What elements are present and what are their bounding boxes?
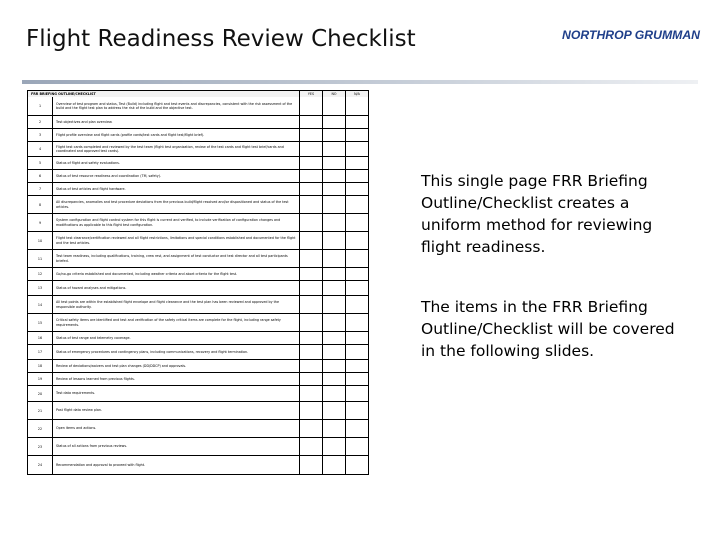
checklist-yes-cell[interactable] xyxy=(300,402,323,419)
checklist-row-number: 1 xyxy=(28,97,53,115)
checklist-yes-cell[interactable] xyxy=(300,196,323,213)
checklist-no-cell[interactable] xyxy=(323,296,346,313)
checklist-row xyxy=(28,128,368,141)
checklist-na-cell[interactable] xyxy=(346,142,368,156)
checklist-no-cell[interactable] xyxy=(323,332,346,344)
checklist-row-text: Status of emergency procedures and contingency plans, including communications, recovery and flight termination. xyxy=(53,345,300,359)
checklist-na-cell[interactable] xyxy=(346,183,368,195)
checklist-row-number: 8 xyxy=(28,196,53,213)
checklist-row xyxy=(28,213,368,231)
checklist-no-cell[interactable] xyxy=(323,157,346,169)
header-item: FRR BRIEFING OUTLINE/CHECKLIST xyxy=(28,91,300,97)
northrop-grumman-logo xyxy=(560,24,702,44)
checklist-row-text: Critical safety items are identified and test and verification of the safety critical items are complete for the flight, including range safety requirements. xyxy=(53,314,300,331)
checklist-na-cell[interactable] xyxy=(346,456,368,474)
checklist-row-number: 5 xyxy=(28,157,53,169)
checklist-no-cell[interactable] xyxy=(323,116,346,128)
checklist-row-number: 23 xyxy=(28,438,53,455)
checklist-yes-cell[interactable] xyxy=(300,373,323,385)
checklist-row-text: Flight profile overview and flight cards (profile cards/test cards and flight test/flight brief). xyxy=(53,129,300,141)
checklist-row-number: 6 xyxy=(28,170,53,182)
checklist-na-cell[interactable] xyxy=(346,402,368,419)
checklist-row-number: 14 xyxy=(28,296,53,313)
checklist-na-cell[interactable] xyxy=(346,250,368,267)
checklist-row xyxy=(28,267,368,280)
checklist-row-number: 3 xyxy=(28,129,53,141)
checklist-row xyxy=(28,169,368,182)
checklist-row-number: 20 xyxy=(28,386,53,401)
checklist-yes-cell[interactable] xyxy=(300,268,323,280)
checklist-na-cell[interactable] xyxy=(346,170,368,182)
checklist-yes-cell[interactable] xyxy=(300,97,323,115)
checklist-row-number: 13 xyxy=(28,281,53,295)
checklist-yes-cell[interactable] xyxy=(300,332,323,344)
checklist-row xyxy=(28,313,368,331)
checklist-row xyxy=(28,344,368,359)
checklist-no-cell[interactable] xyxy=(323,386,346,401)
checklist-no-cell[interactable] xyxy=(323,420,346,437)
checklist-no-cell[interactable] xyxy=(323,268,346,280)
checklist-no-cell[interactable] xyxy=(323,170,346,182)
checklist-no-cell[interactable] xyxy=(323,281,346,295)
checklist-row-text: Test objectives and plan overview. xyxy=(53,116,300,128)
checklist-na-cell[interactable] xyxy=(346,438,368,455)
checklist-no-cell[interactable] xyxy=(323,345,346,359)
checklist-yes-cell[interactable] xyxy=(300,116,323,128)
checklist-na-cell[interactable] xyxy=(346,214,368,231)
checklist-row-text: Status of test range and telemetry coverage. xyxy=(53,332,300,344)
checklist-no-cell[interactable] xyxy=(323,214,346,231)
checklist-yes-cell[interactable] xyxy=(300,281,323,295)
checklist-row-text: All discrepancies, anomalies and test procedure deviations from the previous build/flight resolved and/or dispositioned and status of the test articles. xyxy=(53,196,300,213)
checklist-row-number: 4 xyxy=(28,142,53,156)
checklist-row-text: Flight test cards completed and reviewed by the test team (flight test organization, review of the test cards and flight test brief/cards and coordinated and approved test cards). xyxy=(53,142,300,156)
checklist-yes-cell[interactable] xyxy=(300,438,323,455)
checklist-yes-cell[interactable] xyxy=(300,142,323,156)
checklist-na-cell[interactable] xyxy=(346,360,368,372)
paragraph-uniform-method: This single page FRR Briefing Outline/Checklist creates a uniform method for reviewing flight readiness. xyxy=(421,172,653,256)
checklist-no-cell[interactable] xyxy=(323,196,346,213)
paragraph-following-slides: The items in the FRR Briefing Outline/Checklist will be covered in the following slides. xyxy=(421,298,675,360)
checklist-row-text: Flight test clearance/certification reviewed and all flight restrictions, limitations and special conditions established and documented for the flight and the test articles. xyxy=(53,232,300,249)
checklist-row-number: 16 xyxy=(28,332,53,344)
checklist-yes-cell[interactable] xyxy=(300,214,323,231)
checklist-row xyxy=(28,437,368,455)
checklist-row-number: 18 xyxy=(28,360,53,372)
checklist-row-text: Post flight data review plan. xyxy=(53,402,300,419)
checklist-no-cell[interactable] xyxy=(323,232,346,249)
checklist-row xyxy=(28,195,368,213)
checklist-row xyxy=(28,331,368,344)
checklist-row-text: Test team readiness, including qualifications, training, crew rest, and assignment of test conductor and test director and all test participants briefed. xyxy=(53,250,300,267)
checklist-na-cell[interactable] xyxy=(346,116,368,128)
checklist-yes-cell[interactable] xyxy=(300,360,323,372)
header-yes: YES xyxy=(300,91,323,97)
checklist-row xyxy=(28,115,368,128)
checklist-row xyxy=(28,455,368,474)
checklist-row-number: 24 xyxy=(28,456,53,474)
checklist-na-cell[interactable] xyxy=(346,345,368,359)
checklist-na-cell[interactable] xyxy=(346,129,368,141)
checklist-row xyxy=(28,97,368,115)
checklist-row-text: Overview of test program and status, Test (Build) including flight and test events and discrepancies, consistent with the risk assessment of the build and the flight test plan to address the risk of the build and the objective test. xyxy=(53,97,300,115)
checklist-row-number: 21 xyxy=(28,402,53,419)
checklist-no-cell[interactable] xyxy=(323,97,346,115)
checklist-row-text: System configuration and flight control system for this flight is current and verified, to include verification of configuration changes and modifications as applicable to this flight test configuration. xyxy=(53,214,300,231)
checklist-no-cell[interactable] xyxy=(323,402,346,419)
checklist-row-number: 9 xyxy=(28,214,53,231)
checklist-row-text: Review of deviations/waivers and test plan changes (DD/DDCP) and approvals. xyxy=(53,360,300,372)
checklist-yes-cell[interactable] xyxy=(300,420,323,437)
checklist-no-cell[interactable] xyxy=(323,250,346,267)
checklist-row-text: Status of hazard analyses and mitigations. xyxy=(53,281,300,295)
checklist-yes-cell[interactable] xyxy=(300,129,323,141)
slide-title: Flight Readiness Review Checklist xyxy=(26,26,416,52)
checklist-row xyxy=(28,249,368,267)
checklist-row xyxy=(28,156,368,169)
checklist-row-number: 19 xyxy=(28,373,53,385)
frr-checklist-table xyxy=(27,90,369,475)
checklist-row-text: Status of flight and safety evaluations. xyxy=(53,157,300,169)
checklist-yes-cell[interactable] xyxy=(300,345,323,359)
checklist-row-number: 2 xyxy=(28,116,53,128)
checklist-row-number: 22 xyxy=(28,420,53,437)
checklist-row xyxy=(28,231,368,249)
checklist-row-text: Review of lessons learned from previous flights. xyxy=(53,373,300,385)
checklist-row-text: Go/no-go criteria established and documented, including weather criteria and abort criteria for the flight test. xyxy=(53,268,300,280)
checklist-na-cell[interactable] xyxy=(346,281,368,295)
checklist-row xyxy=(28,141,368,156)
checklist-no-cell[interactable] xyxy=(323,438,346,455)
checklist-yes-cell[interactable] xyxy=(300,170,323,182)
checklist-yes-cell[interactable] xyxy=(300,386,323,401)
checklist-row-number: 7 xyxy=(28,183,53,195)
checklist-row-text: Recommendation and approval to proceed with flight. xyxy=(53,456,300,474)
title-divider xyxy=(22,80,698,84)
checklist-yes-cell[interactable] xyxy=(300,232,323,249)
checklist-row xyxy=(28,372,368,385)
checklist-yes-cell[interactable] xyxy=(300,157,323,169)
checklist-na-cell[interactable] xyxy=(346,386,368,401)
checklist-row xyxy=(28,419,368,437)
checklist-no-cell[interactable] xyxy=(323,373,346,385)
checklist-yes-cell[interactable] xyxy=(300,296,323,313)
checklist-row-number: 15 xyxy=(28,314,53,331)
checklist-na-cell[interactable] xyxy=(346,97,368,115)
checklist-row xyxy=(28,385,368,401)
checklist-na-cell[interactable] xyxy=(346,296,368,313)
checklist-yes-cell[interactable] xyxy=(300,456,323,474)
logo-text: NORTHROP GRUMMAN xyxy=(562,28,701,42)
checklist-na-cell[interactable] xyxy=(346,314,368,331)
checklist-no-cell[interactable] xyxy=(323,456,346,474)
checklist-row-text: All test points are within the established flight envelope and flight clearance and the test plan has been reviewed and approved by the responsible authority. xyxy=(53,296,300,313)
checklist-no-cell[interactable] xyxy=(323,129,346,141)
checklist-row-text: Open items and actions. xyxy=(53,420,300,437)
checklist-row xyxy=(28,295,368,313)
checklist-no-cell[interactable] xyxy=(323,360,346,372)
checklist-row xyxy=(28,401,368,419)
checklist-yes-cell[interactable] xyxy=(300,314,323,331)
checklist-na-cell[interactable] xyxy=(346,196,368,213)
checklist-row-number: 11 xyxy=(28,250,53,267)
checklist-row xyxy=(28,182,368,195)
header-na: N/A xyxy=(354,92,360,96)
checklist-yes-cell[interactable] xyxy=(300,250,323,267)
checklist-row-text: Status of test resource readiness and coordination (TM, safety). xyxy=(53,170,300,182)
checklist-na-cell[interactable] xyxy=(346,232,368,249)
checklist-row-text: Test data requirements. xyxy=(53,386,300,401)
checklist-row xyxy=(28,280,368,295)
checklist-no-cell[interactable] xyxy=(323,183,346,195)
checklist-na-cell[interactable] xyxy=(346,420,368,437)
checklist-row-text: Status of all actions from previous reviews. xyxy=(53,438,300,455)
checklist-row xyxy=(28,359,368,372)
checklist-row-text: Status of test articles and flight hardware. xyxy=(53,183,300,195)
checklist-no-cell[interactable] xyxy=(323,142,346,156)
checklist-row-number: 17 xyxy=(28,345,53,359)
checklist-no-cell[interactable] xyxy=(323,314,346,331)
checklist-na-cell[interactable] xyxy=(346,268,368,280)
checklist-na-cell[interactable] xyxy=(346,157,368,169)
checklist-row-number: 10 xyxy=(28,232,53,249)
checklist-yes-cell[interactable] xyxy=(300,183,323,195)
checklist-row-number: 12 xyxy=(28,268,53,280)
checklist-na-cell[interactable] xyxy=(346,332,368,344)
checklist-na-cell[interactable] xyxy=(346,373,368,385)
header-no: NO xyxy=(323,91,346,97)
